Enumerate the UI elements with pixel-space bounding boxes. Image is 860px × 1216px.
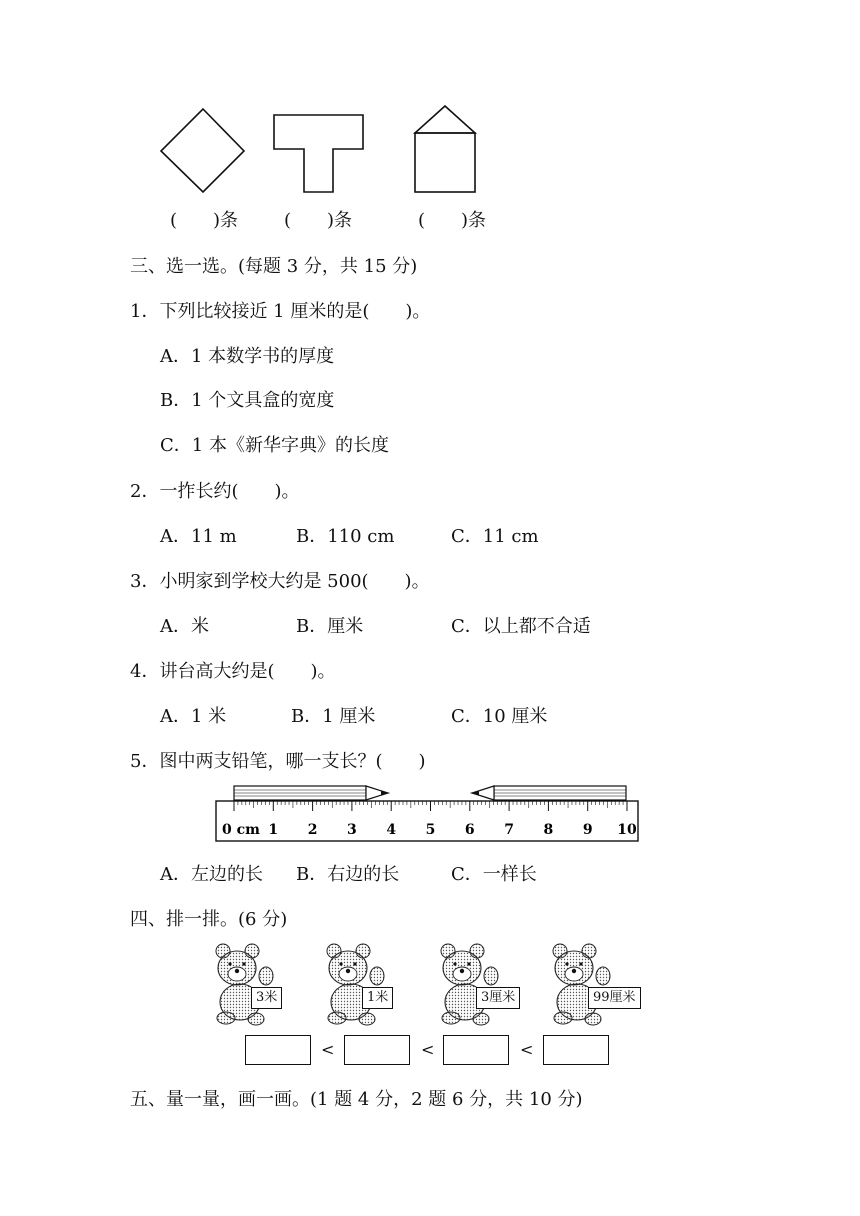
q2-option-a: A．11 m (160, 526, 237, 547)
q5-stem: 5．图中两支铅笔，哪一支长？( ) (130, 751, 426, 772)
q4-option-a: A．1 米 (160, 706, 227, 727)
section-4-title: 四、排一排。(6 分) (130, 909, 288, 930)
q2-option-c: C．11 cm (451, 526, 539, 547)
ruler-label: 4 (386, 822, 397, 838)
house-shape (412, 103, 478, 195)
q5-option-a: A．左边的长 (160, 864, 263, 885)
ruler-label: 0 cm (222, 822, 260, 838)
section-3-title: 三、选一选。(每题 3 分，共 15 分) (130, 256, 418, 277)
ruler-label: 8 (543, 822, 554, 838)
shape-answer-3: ( )条 (418, 210, 487, 231)
ruler-label: 9 (582, 822, 593, 838)
shape-answer-2: ( )条 (284, 210, 353, 231)
ruler-label: 7 (504, 822, 514, 838)
t-shape (272, 113, 366, 195)
bear-holding-sign (325, 940, 421, 1026)
less-than-sign: < (421, 1040, 435, 1059)
q5-option-c: C．一样长 (451, 864, 537, 885)
order-blank-3[interactable] (443, 1035, 509, 1065)
right-pencil (470, 786, 626, 800)
q3-option-b: B．厘米 (296, 616, 364, 637)
ruler-label: 10 (617, 822, 637, 838)
ruler-label: 1 (268, 822, 279, 838)
q1-stem: 1．下列比较接近 1 厘米的是( )。 (130, 301, 431, 322)
shape-answer-1: ( )条 (170, 210, 239, 231)
q1-option-b: B．1 个文具盒的宽度 (160, 390, 335, 411)
ruler-label: 2 (307, 822, 318, 838)
order-blank-2[interactable] (344, 1035, 410, 1065)
section-5-title: 五、量一量，画一画。(1 题 4 分，2 题 6 分，共 10 分) (130, 1089, 583, 1110)
bear-sign: 99厘米 (588, 987, 641, 1009)
less-than-sign: < (520, 1040, 534, 1059)
bear-holding-sign (214, 940, 310, 1026)
bear-icon (325, 940, 421, 1026)
q3-stem: 3．小明家到学校大约是 500( )。 (130, 571, 430, 592)
q4-option-c: C．10 厘米 (451, 706, 548, 727)
q4-stem: 4．讲台高大约是( )。 (130, 661, 336, 682)
ruler-label: 6 (464, 822, 475, 838)
left-pencil (234, 786, 390, 800)
q1-option-a: A．1 本数学书的厚度 (160, 346, 335, 367)
ruler-label: 5 (425, 822, 436, 838)
bear-sign: 1米 (362, 987, 393, 1009)
bear-holding-sign (551, 940, 647, 1026)
bear-holding-sign (439, 940, 535, 1026)
q3-option-c: C．以上都不合适 (451, 616, 591, 637)
diamond-shape (158, 106, 248, 196)
bear-icon (551, 940, 647, 1026)
order-blank-1[interactable] (245, 1035, 311, 1065)
q2-stem: 2．一拃长约( )。 (130, 481, 300, 502)
q4-option-b: B．1 厘米 (291, 706, 376, 727)
q3-option-a: A．米 (160, 616, 209, 637)
bear-sign: 3米 (251, 987, 282, 1009)
q5-option-b: B．右边的长 (296, 864, 400, 885)
ruler-label: 3 (347, 822, 357, 838)
bear-sign: 3厘米 (476, 987, 520, 1009)
q1-option-c: C．1 本《新华字典》的长度 (160, 435, 389, 456)
less-than-sign: < (321, 1040, 335, 1059)
bear-icon (439, 940, 535, 1026)
q2-option-b: B．110 cm (296, 526, 395, 547)
ruler-with-pencils (212, 780, 642, 846)
bear-icon (214, 940, 310, 1026)
order-blank-4[interactable] (543, 1035, 609, 1065)
